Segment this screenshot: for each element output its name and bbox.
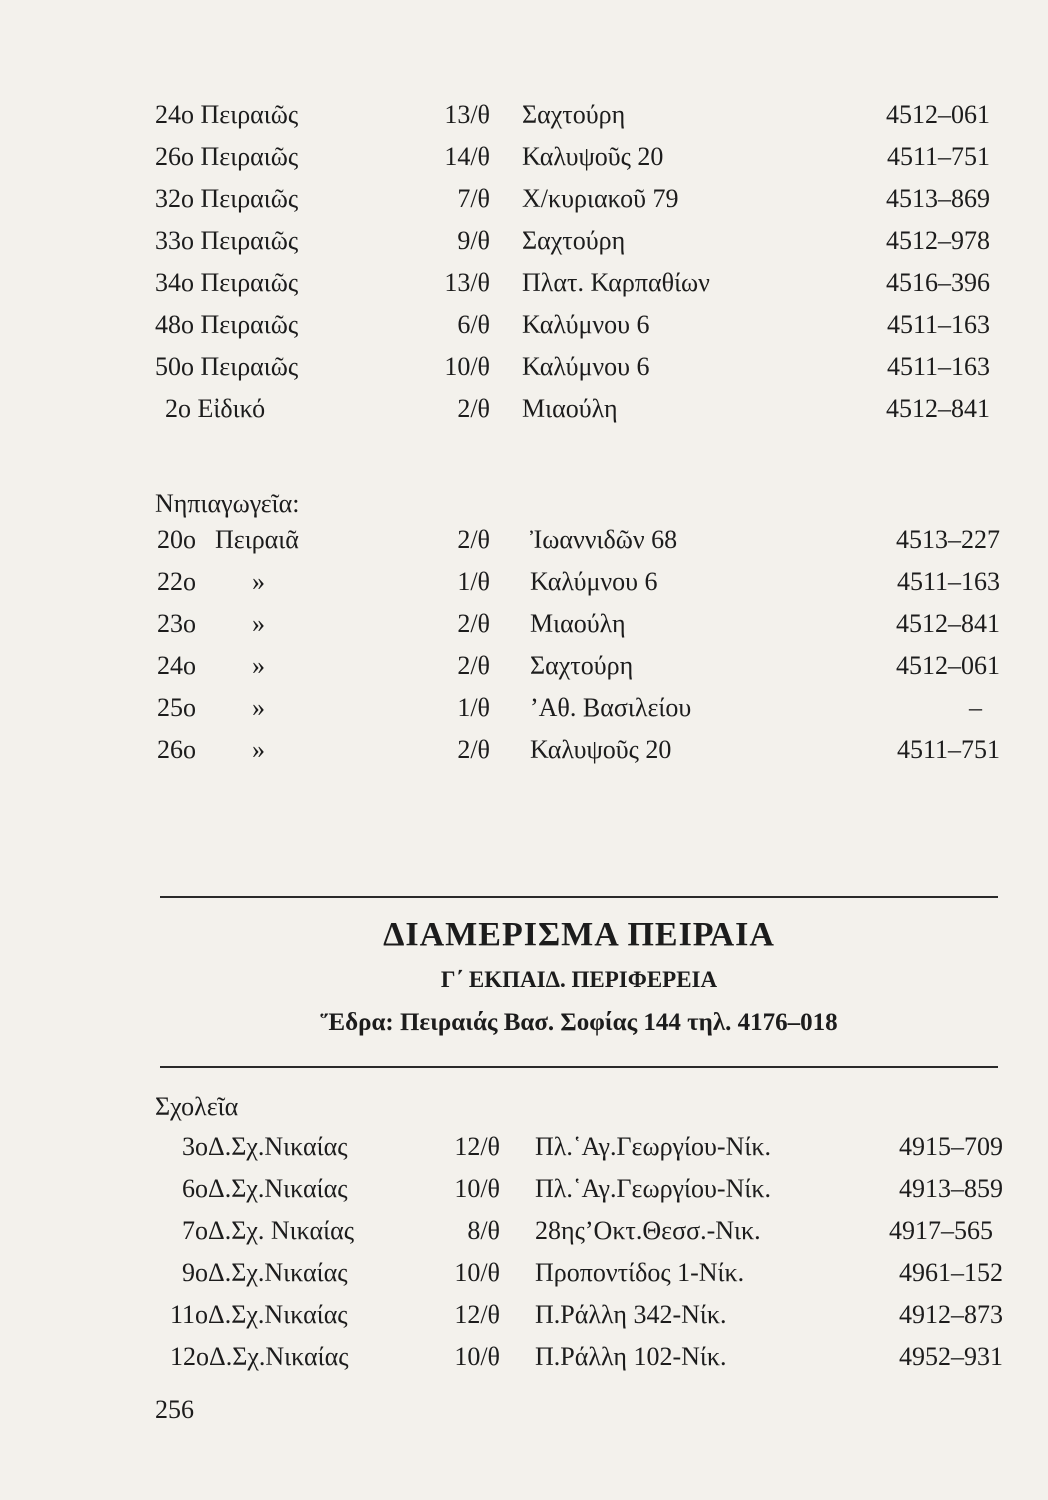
- nursery-phone: 4512–061: [896, 651, 1000, 680]
- school-classes: 12/θ: [454, 1132, 500, 1161]
- table-row: [0, 561, 1048, 603]
- school-address: 28ης’Οκτ.Θεσσ.-Νικ.: [535, 1216, 761, 1245]
- table-row: [0, 220, 1048, 262]
- page-number: 256: [155, 1395, 194, 1424]
- school-address: Καλύμνου 6: [522, 310, 650, 339]
- division-subtitle: Γ΄ ΕΚΠΑΙΔ. ΠΕΡΙΦΕΡΕΙΑ: [440, 967, 718, 992]
- school-address: Π.Ράλλη 342-Νίκ.: [535, 1300, 727, 1329]
- nursery-number: 26ο: [157, 735, 196, 764]
- schools-heading: Σχολεῖα: [155, 1092, 239, 1121]
- nursery-number: 23ο: [157, 609, 196, 638]
- divider: [160, 896, 998, 898]
- school-name: 33ο Πειραιῶς: [155, 226, 299, 255]
- table-row: [0, 1126, 1048, 1168]
- school-phone: 4912–873: [899, 1300, 1003, 1329]
- school-phone: 4513–869: [886, 184, 990, 213]
- school-name: 6οΔ.Σχ.Νικαίας: [182, 1174, 348, 1203]
- table-row: [0, 1168, 1048, 1210]
- table-row: [0, 346, 1048, 388]
- school-name: 24ο Πειραιῶς: [155, 100, 299, 129]
- nursery-classes: 2/θ: [457, 525, 490, 554]
- nursery-name: Πειραιᾶ: [215, 525, 299, 554]
- school-classes: 10/θ: [444, 352, 490, 381]
- nursery-phone: –: [969, 693, 982, 722]
- school-address: Π.Ράλλη 102-Νίκ.: [535, 1342, 727, 1371]
- table-row: [0, 178, 1048, 220]
- nursery-number: 20ο: [157, 525, 196, 554]
- nursery-number: 24ο: [157, 651, 196, 680]
- divider: [160, 1066, 998, 1068]
- nursery-address: Ἰωαννιδῶν 68: [530, 525, 678, 554]
- nursery-address: Σαχτούρη: [530, 651, 634, 680]
- school-phone: 4961–152: [899, 1258, 1003, 1287]
- nursery-phone: 4511–163: [896, 567, 1000, 596]
- school-name: 9οΔ.Σχ.Νικαίας: [182, 1258, 348, 1287]
- school-name: 34ο Πειραιῶς: [155, 268, 299, 297]
- school-address: Πλατ. Καρπαθίων: [522, 268, 710, 297]
- table-row: [0, 687, 1048, 729]
- school-classes: 12/θ: [454, 1300, 500, 1329]
- school-classes: 10/θ: [454, 1342, 500, 1371]
- nursery-classes: 2/θ: [457, 735, 490, 764]
- school-classes: 9/θ: [457, 226, 490, 255]
- school-name: 12οΔ.Σχ.Νικαίας: [170, 1342, 349, 1371]
- school-phone: 4516–396: [886, 268, 990, 297]
- table-row: [0, 94, 1048, 136]
- school-classes: 7/θ: [457, 184, 490, 213]
- school-address: Σαχτούρη: [522, 100, 626, 129]
- school-phone: 4512–978: [886, 226, 990, 255]
- nursery-address: ’Αθ. Βασιλείου: [530, 693, 692, 722]
- nursery-classes: 2/θ: [457, 651, 490, 680]
- school-address: Χ/κυριακοῦ 79: [522, 184, 679, 213]
- school-name: 26ο Πειραιῶς: [155, 142, 299, 171]
- school-name: 7οΔ.Σχ. Νικαίας: [182, 1216, 355, 1245]
- school-address: Πλ.῾Αγ.Γεωργίου-Νίκ.: [535, 1132, 771, 1161]
- table-row: [0, 729, 1048, 771]
- table-row: [0, 1294, 1048, 1336]
- school-address: Καλυψοῦς 20: [522, 142, 664, 171]
- school-phone: 4913–859: [899, 1174, 1003, 1203]
- nursery-name: »: [252, 609, 265, 638]
- school-name: 11οΔ.Σχ.Νικαίας: [170, 1300, 348, 1329]
- nursery-number: 22ο: [157, 567, 196, 596]
- school-phone: 4511–751: [886, 142, 990, 171]
- school-phone: 4915–709: [899, 1132, 1003, 1161]
- school-name: 48ο Πειραιῶς: [155, 310, 299, 339]
- nursery-address: Καλύμνου 6: [530, 567, 658, 596]
- nursery-classes: 2/θ: [457, 609, 490, 638]
- school-address: Σαχτούρη: [522, 226, 626, 255]
- school-classes: 8/θ: [467, 1216, 500, 1245]
- school-phone: 4511–163: [886, 310, 990, 339]
- nursery-phone: 4512–841: [896, 609, 1000, 638]
- school-classes: 13/θ: [444, 268, 490, 297]
- nursery-name: »: [252, 693, 265, 722]
- division-title: ΔΙΑΜΕΡΙΣΜΑ ΠΕΙΡΑΙΑ: [383, 916, 775, 953]
- nursery-classes: 1/θ: [457, 567, 490, 596]
- nurseries-heading: Νηπιαγωγεῖα:: [155, 489, 300, 518]
- school-classes: 14/θ: [444, 142, 490, 171]
- table-row: [0, 388, 1048, 430]
- table-row: [0, 519, 1048, 561]
- school-address: Πλ.῾Αγ.Γεωργίου-Νίκ.: [535, 1174, 771, 1203]
- nursery-name: »: [252, 567, 265, 596]
- school-name: 3οΔ.Σχ.Νικαίας: [182, 1132, 348, 1161]
- school-phone: 4512–841: [886, 394, 990, 423]
- school-address: Καλύμνου 6: [522, 352, 650, 381]
- nursery-number: 25ο: [157, 693, 196, 722]
- table-row: [0, 136, 1048, 178]
- table-row: [0, 603, 1048, 645]
- table-row: [0, 262, 1048, 304]
- school-address: Μιαούλη: [522, 394, 618, 423]
- nursery-name: »: [252, 651, 265, 680]
- nursery-phone: 4513–227: [896, 525, 1000, 554]
- division-seat: Ἕδρα: Πειραιάς Βασ. Σοφίας 144 τηλ. 4176–018: [320, 1009, 838, 1036]
- school-classes: 13/θ: [444, 100, 490, 129]
- school-phone: 4511–163: [886, 352, 990, 381]
- nursery-address: Καλυψοῦς 20: [530, 735, 672, 764]
- nursery-classes: 1/θ: [457, 693, 490, 722]
- school-name: 2ο Εἰδικό: [165, 394, 266, 423]
- nursery-address: Μιαούλη: [530, 609, 626, 638]
- table-row: [0, 645, 1048, 687]
- school-classes: 2/θ: [457, 394, 490, 423]
- school-classes: 6/θ: [457, 310, 490, 339]
- school-classes: 10/θ: [454, 1258, 500, 1287]
- nursery-phone: 4511–751: [896, 735, 1000, 764]
- school-classes: 10/θ: [454, 1174, 500, 1203]
- school-address: Προποντίδος 1-Νίκ.: [535, 1258, 745, 1287]
- table-row: [0, 1336, 1048, 1378]
- school-phone: 4512–061: [886, 100, 990, 129]
- school-name: 32ο Πειραιῶς: [155, 184, 299, 213]
- school-name: 50ο Πειραιῶς: [155, 352, 299, 381]
- school-phone: 4917–565: [889, 1216, 993, 1245]
- nursery-name: »: [252, 735, 265, 764]
- table-row: [0, 1252, 1048, 1294]
- school-phone: 4952–931: [899, 1342, 1003, 1371]
- table-row: [0, 304, 1048, 346]
- table-row: [0, 1210, 1048, 1252]
